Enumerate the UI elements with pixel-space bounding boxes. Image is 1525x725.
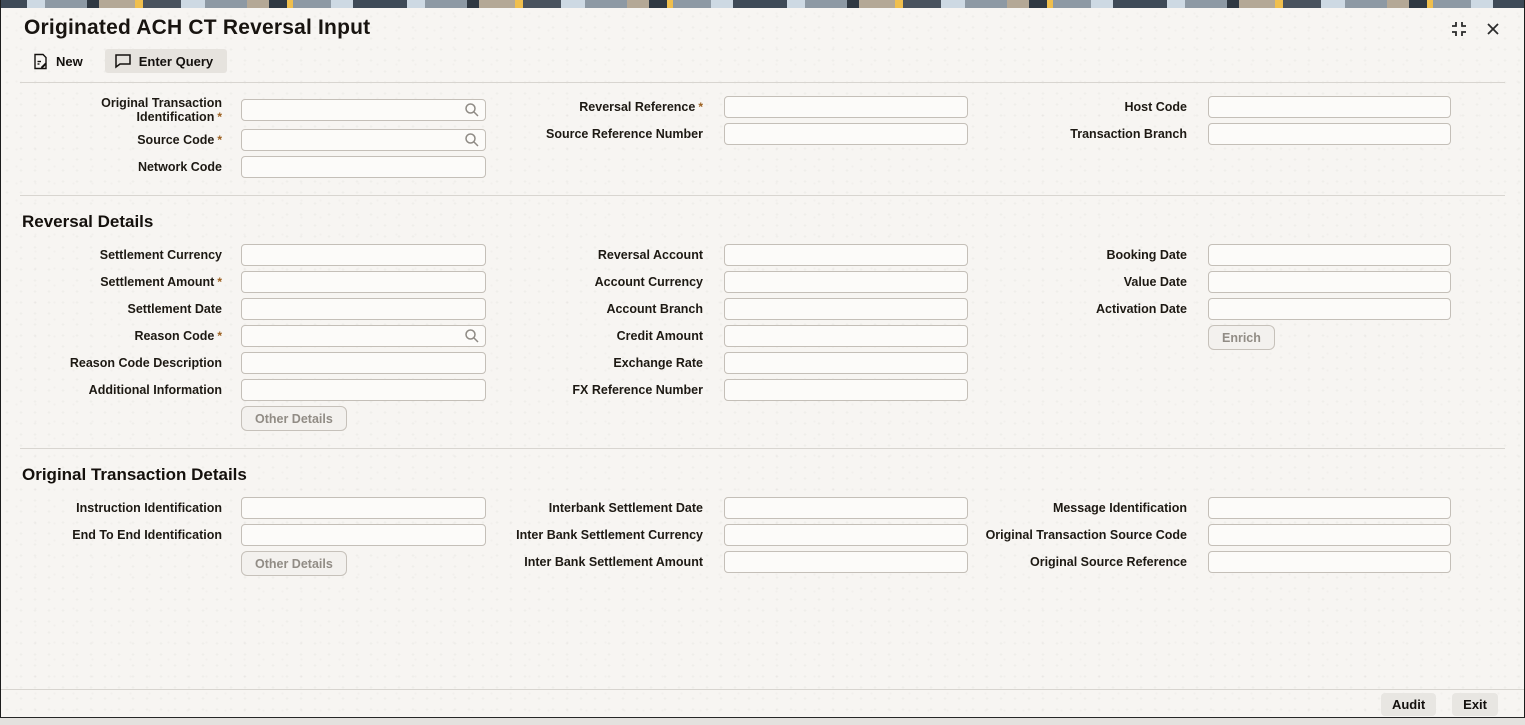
booking-date-field xyxy=(968,244,1451,266)
otd-other-details-row xyxy=(20,551,486,576)
required-marker: * xyxy=(698,100,703,114)
window-bottom-strip xyxy=(0,717,1525,725)
field-label: Instruction Identification xyxy=(76,501,222,515)
field-label: Source Code * xyxy=(137,133,222,147)
source-reference-number-input[interactable] xyxy=(724,123,968,145)
inter-bank-settlement-currency-field xyxy=(486,524,968,546)
field-label: Reversal Reference * xyxy=(579,100,703,114)
fx-reference-number-input[interactable] xyxy=(724,379,968,401)
reversal-account-field xyxy=(486,244,968,266)
field-label: Inter Bank Settlement Currency xyxy=(516,528,703,542)
field-label: Exchange Rate xyxy=(613,356,703,370)
settlement-currency-field xyxy=(20,244,486,266)
magnifier-icon[interactable] xyxy=(464,102,480,118)
field-label: Host Code xyxy=(1124,100,1187,114)
value-date-input[interactable] xyxy=(1208,271,1451,293)
reversal-account-input[interactable] xyxy=(724,244,968,266)
toolbar xyxy=(24,47,1524,75)
titlebar xyxy=(1,8,1524,40)
field-label: Original Transaction Identification * xyxy=(101,96,222,124)
new-button-label: New xyxy=(56,53,83,69)
field-label: Account Branch xyxy=(606,302,703,316)
required-marker: * xyxy=(217,110,222,124)
page-title: Originated ACH CT Reversal Input xyxy=(24,16,371,39)
message-identification-input[interactable] xyxy=(1208,497,1451,519)
account-branch-input[interactable] xyxy=(724,298,968,320)
account-branch-field xyxy=(486,298,968,320)
form-content xyxy=(20,82,1505,593)
original-transaction-identification-field xyxy=(20,96,486,124)
new-document-icon xyxy=(32,53,49,70)
reason-code-input[interactable] xyxy=(241,325,486,347)
reversal-other-details-button[interactable]: Other Details xyxy=(241,406,347,431)
host-code-field xyxy=(968,96,1451,118)
account-currency-input[interactable] xyxy=(724,271,968,293)
field-label: Inter Bank Settlement Amount xyxy=(524,555,703,569)
field-label: Settlement Date xyxy=(127,302,222,316)
reversal-details-column-2 xyxy=(486,244,968,406)
enrich-row xyxy=(968,325,1451,350)
original-transaction-identification-input[interactable] xyxy=(241,99,486,121)
speech-bubble-icon xyxy=(114,53,132,69)
source-reference-number-field xyxy=(486,123,968,145)
section-general xyxy=(20,82,1505,195)
credit-amount-input[interactable] xyxy=(724,325,968,347)
field-label: Message Identification xyxy=(1052,501,1187,515)
general-column-1 xyxy=(20,96,486,183)
new-button[interactable] xyxy=(24,49,91,74)
close-icon[interactable] xyxy=(1484,20,1502,38)
field-label: Reason Code Description xyxy=(69,356,222,370)
field-label: Source Reference Number xyxy=(545,127,703,141)
booking-date-input[interactable] xyxy=(1208,244,1451,266)
additional-information-field xyxy=(20,379,486,401)
source-code-field xyxy=(20,129,486,151)
settlement-currency-input[interactable] xyxy=(241,244,486,266)
magnifier-icon[interactable] xyxy=(464,132,480,148)
section-reversal-details xyxy=(20,195,1505,448)
field-label: Activation Date xyxy=(1096,302,1187,316)
original-transaction-source-code-input[interactable] xyxy=(1208,524,1451,546)
audit-button[interactable]: Audit xyxy=(1381,693,1436,716)
otd-column-2 xyxy=(486,497,968,578)
account-currency-field xyxy=(486,271,968,293)
otd-other-details-button[interactable]: Other Details xyxy=(241,551,347,576)
instruction-identification-field xyxy=(20,497,486,519)
original-transaction-details-title: Original Transaction Details xyxy=(22,465,247,484)
message-identification-field xyxy=(968,497,1451,519)
activation-date-field xyxy=(968,298,1451,320)
reversal-details-column-1 xyxy=(20,244,486,436)
inter-bank-settlement-amount-input[interactable] xyxy=(724,551,968,573)
reversal-reference-field xyxy=(486,96,968,118)
field-label: Original Source Reference xyxy=(1029,555,1187,569)
field-label: FX Reference Number xyxy=(572,383,703,397)
otd-column-1 xyxy=(20,497,486,581)
field-label: Transaction Branch xyxy=(1070,127,1187,141)
network-code-input[interactable] xyxy=(241,156,486,178)
credit-amount-field xyxy=(486,325,968,347)
required-marker: * xyxy=(217,133,222,147)
field-label: Credit Amount xyxy=(616,329,703,343)
end-to-end-identification-field xyxy=(20,524,486,546)
source-code-input[interactable] xyxy=(241,129,486,151)
footer-bar xyxy=(1,689,1524,716)
reason-code-field xyxy=(20,325,486,347)
settlement-amount-input[interactable] xyxy=(241,271,486,293)
decorative-accent-strip xyxy=(1,0,1524,8)
field-label: Additional Information xyxy=(88,383,222,397)
additional-information-input[interactable] xyxy=(241,379,486,401)
field-label: Settlement Currency xyxy=(99,248,222,262)
reason-code-description-input[interactable] xyxy=(241,352,486,374)
settlement-date-input[interactable] xyxy=(241,298,486,320)
field-label: Reversal Account xyxy=(597,248,703,262)
reversal-other-details-row xyxy=(20,406,486,431)
exit-button[interactable]: Exit xyxy=(1452,693,1498,716)
otd-column-3 xyxy=(968,497,1451,578)
settlement-date-field xyxy=(20,298,486,320)
field-label: End To End Identification xyxy=(72,528,222,542)
field-label: Network Code xyxy=(137,160,222,174)
section-original-transaction-details xyxy=(20,448,1505,593)
field-label: Original Transaction Source Code xyxy=(985,528,1187,542)
window-controls xyxy=(1450,16,1502,38)
host-code-input[interactable] xyxy=(1208,96,1451,118)
required-marker: * xyxy=(217,329,222,343)
fx-reference-number-field xyxy=(486,379,968,401)
field-label: Booking Date xyxy=(1106,248,1187,262)
settlement-amount-field xyxy=(20,271,486,293)
original-source-reference-input[interactable] xyxy=(1208,551,1451,573)
reversal-details-column-3 xyxy=(968,244,1451,355)
end-to-end-identification-input[interactable] xyxy=(241,524,486,546)
field-label: Value Date xyxy=(1123,275,1187,289)
transaction-branch-field xyxy=(968,123,1451,145)
enter-query-button[interactable] xyxy=(105,49,227,73)
required-marker: * xyxy=(217,275,222,289)
general-column-3 xyxy=(968,96,1451,150)
instruction-identification-input[interactable] xyxy=(241,497,486,519)
network-code-field xyxy=(20,156,486,178)
interbank-settlement-date-field xyxy=(486,497,968,519)
exchange-rate-field xyxy=(486,352,968,374)
inter-bank-settlement-currency-input[interactable] xyxy=(724,524,968,546)
reversal-details-title: Reversal Details xyxy=(22,212,154,231)
reversal-reference-input[interactable] xyxy=(724,96,968,118)
original-source-reference-field xyxy=(968,551,1451,573)
interbank-settlement-date-input[interactable] xyxy=(724,497,968,519)
exchange-rate-input[interactable] xyxy=(724,352,968,374)
reason-code-description-field xyxy=(20,352,486,374)
inter-bank-settlement-amount-field xyxy=(486,551,968,573)
activation-date-input[interactable] xyxy=(1208,298,1451,320)
transaction-branch-input[interactable] xyxy=(1208,123,1451,145)
enrich-button[interactable]: Enrich xyxy=(1208,325,1275,350)
field-label: Reason Code * xyxy=(134,329,222,343)
field-label: Settlement Amount * xyxy=(100,275,222,289)
collapse-corners-icon[interactable] xyxy=(1450,20,1468,38)
enter-query-button-label: Enter Query xyxy=(138,53,214,69)
general-column-2 xyxy=(486,96,968,150)
original-transaction-source-code-field xyxy=(968,524,1451,546)
field-label: Interbank Settlement Date xyxy=(548,501,703,515)
value-date-field xyxy=(968,271,1451,293)
magnifier-icon[interactable] xyxy=(464,328,480,344)
field-label: Account Currency xyxy=(594,275,703,289)
